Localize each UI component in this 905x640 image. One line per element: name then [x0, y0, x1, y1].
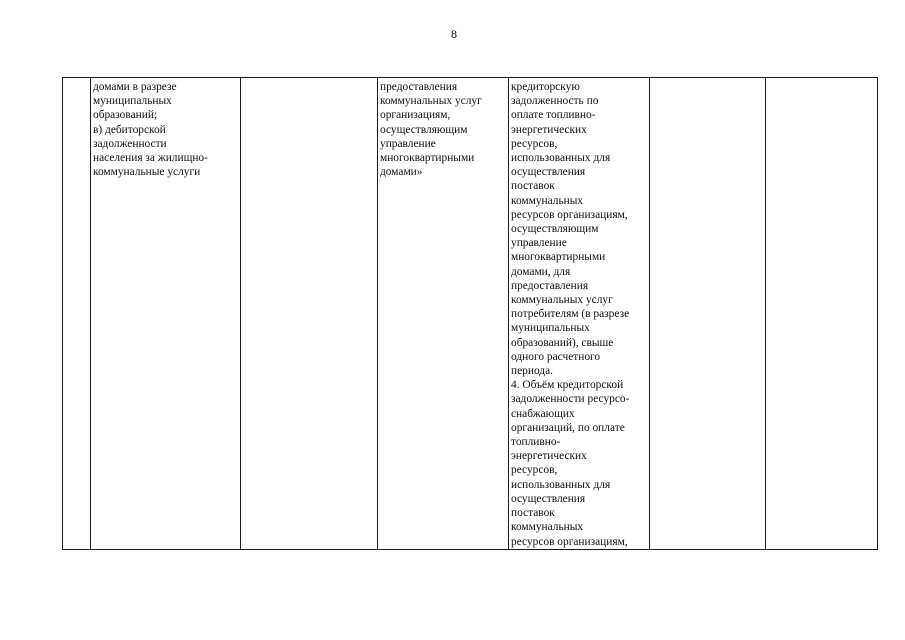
- document-table: [62, 77, 878, 550]
- table-row: [63, 78, 878, 550]
- table-cell-empty-column-6: [650, 78, 766, 550]
- table-cell-services-description: [378, 78, 509, 550]
- table-cell-debt-description: [509, 78, 650, 550]
- table-cell-empty-column-3: [241, 78, 378, 550]
- cell-text: кредиторскую задолженность по оплате топливно- энергетических ресурсов, использованных для осуществления поставок коммунальных ресурсов организациям, осуществляющим управление многоквартирными домами, для предоставления коммунальных услуг потребителям (в разрезе муниципальных образований), свыше одного расчетного периода. 4. Объём кредиторской задолженности ресурсо- снабжающих организаций, по оплате топливно- энергетических ресурсов, использованных для осуществления поставок коммунальных ресурсов организациям,: [511, 81, 630, 548]
- table-cell-empty-column-7: [766, 78, 878, 550]
- table-cell-indicator-description: [91, 78, 241, 550]
- cell-text: предоставления коммунальных услуг организациям, осуществляющим управление многоквартирными домами»: [380, 81, 482, 179]
- table-cell-number: [63, 78, 91, 550]
- page-number: 8: [451, 27, 457, 41]
- cell-text: домами в разрезе муниципальных образований; в) дебиторской задолженности населения за жилищно- коммунальные услуги: [93, 81, 208, 179]
